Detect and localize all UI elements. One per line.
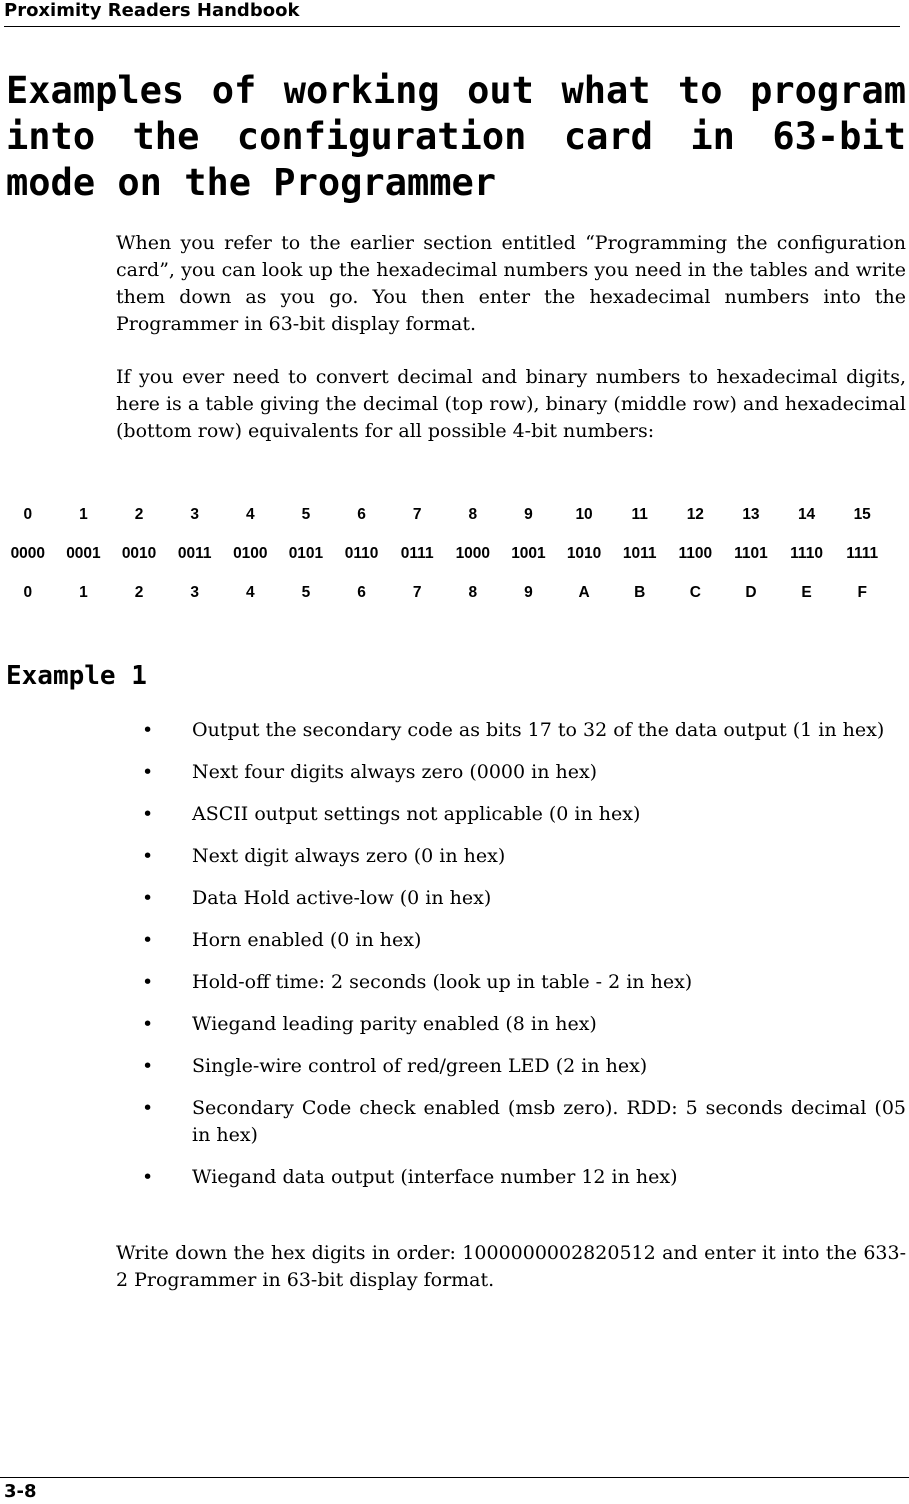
bullet-icon: • xyxy=(142,761,154,783)
decimal-cell: 14 xyxy=(797,505,816,523)
decimal-cell: 11 xyxy=(631,505,648,523)
bullet-icon: • xyxy=(142,845,154,867)
decimal-cell: 7 xyxy=(412,505,422,523)
bullet-text: ASCII output settings not applicable (0 in hex) xyxy=(192,803,641,825)
binary-cell: 0101 xyxy=(288,544,324,562)
page-number: 3-8 xyxy=(4,1481,37,1502)
binary-cell: 0111 xyxy=(400,544,434,562)
bullet-text: Horn enabled (0 in hex) xyxy=(192,929,422,951)
hex-cell: A xyxy=(578,583,590,601)
list-item xyxy=(0,1095,909,1149)
decimal-cell: 9 xyxy=(524,505,533,523)
conversion-table xyxy=(0,496,890,611)
list-item xyxy=(0,1164,909,1191)
bullet-icon: • xyxy=(142,1166,154,1188)
hex-cell: 7 xyxy=(412,583,422,601)
hex-cell: D xyxy=(745,583,757,601)
binary-cell: 0010 xyxy=(121,544,157,562)
conclusion-paragraph: Write down the hex digits in order: 1000000002820512 and enter it into the 633-2 Programmer in 63-bit display format. xyxy=(116,1242,906,1291)
bullet-text: Wiegand data output (interface number 12 in hex) xyxy=(192,1166,678,1188)
binary-cell: 1010 xyxy=(566,544,602,562)
decimal-cell: 4 xyxy=(246,505,255,523)
hex-cell: 0 xyxy=(23,583,33,601)
hex-cell: F xyxy=(857,583,867,601)
intro-paragraph-1: When you refer to the earlier section entitled “Programming the configuration card”, you can look up the hexadecimal numbers you need in the tables and write them down as you go. You then enter the hexadecimal numbers into the Programmer in 63-bit display format. xyxy=(116,232,906,335)
bullet-icon: • xyxy=(142,1097,154,1119)
bullet-text: Secondary Code check enabled (msb zero). RDD: 5 seconds decimal (05 in hex) xyxy=(192,1097,906,1146)
hex-cell: 3 xyxy=(190,583,199,601)
running-header xyxy=(4,0,900,27)
hex-cell: 1 xyxy=(79,583,88,601)
decimal-cell: 1 xyxy=(79,505,88,523)
bullet-text: Hold-off time: 2 seconds (look up in table - 2 in hex) xyxy=(192,971,693,993)
hex-cell: 2 xyxy=(134,583,144,601)
binary-cell: 0011 xyxy=(177,544,212,562)
bullet-text: Data Hold active-low (0 in hex) xyxy=(192,887,492,909)
decimal-cell: 8 xyxy=(468,505,478,523)
binary-cell: 0100 xyxy=(233,544,268,562)
list-item xyxy=(0,759,909,786)
hex-cell: C xyxy=(689,583,701,601)
bullet-text: Wiegand leading parity enabled (8 in hex) xyxy=(192,1013,597,1035)
decimal-cell: 0 xyxy=(23,505,33,523)
hex-cell: E xyxy=(801,583,812,601)
bullet-text: Output the secondary code as bits 17 to 32 of the data output (1 in hex) xyxy=(192,719,885,741)
page-title: Examples of working out what to program into the configuration card in 63-bit mode on the Programmer xyxy=(6,69,906,204)
list-item xyxy=(0,717,909,744)
list-item xyxy=(0,1011,909,1038)
hex-cell: 8 xyxy=(468,583,478,601)
bullet-icon: • xyxy=(142,1013,154,1035)
decimal-cell: 6 xyxy=(357,505,366,523)
list-item xyxy=(0,1053,909,1080)
list-item xyxy=(0,801,909,828)
binary-cell: 1111 xyxy=(846,544,879,562)
bullet-icon: • xyxy=(142,971,154,993)
binary-cell: 0110 xyxy=(344,544,379,562)
running-footer xyxy=(0,1477,909,1504)
binary-cell: 1101 xyxy=(734,544,768,562)
decimal-row xyxy=(0,496,890,533)
decimal-cell: 13 xyxy=(742,505,760,523)
bullet-text: Next digit always zero (0 in hex) xyxy=(192,845,506,867)
decimal-cell: 5 xyxy=(301,505,311,523)
list-item xyxy=(0,969,909,996)
bullet-icon: • xyxy=(142,929,154,951)
bullet-icon: • xyxy=(142,719,154,741)
decimal-cell: 2 xyxy=(134,505,144,523)
running-header-title: Proximity Readers Handbook xyxy=(4,0,300,21)
binary-cell: 0001 xyxy=(66,544,101,562)
example-heading: Example 1 xyxy=(6,661,147,691)
list-item xyxy=(0,885,909,912)
decimal-cell: 15 xyxy=(853,505,871,523)
binary-cell: 1100 xyxy=(678,544,713,562)
binary-cell: 0000 xyxy=(10,544,46,562)
hex-cell: 9 xyxy=(524,583,533,601)
hex-cell: B xyxy=(634,583,646,601)
example-bullet-list xyxy=(0,717,909,1191)
hex-cell: 4 xyxy=(246,583,255,601)
list-item xyxy=(0,927,909,954)
decimal-cell: 3 xyxy=(190,505,199,523)
binary-cell: 1011 xyxy=(622,544,657,562)
bullet-icon: • xyxy=(142,887,154,909)
hex-row xyxy=(0,574,890,611)
bullet-text: Next four digits always zero (0000 in hex) xyxy=(192,761,598,783)
bullet-icon: • xyxy=(142,803,154,825)
list-item xyxy=(0,843,909,870)
intro-paragraph-2: If you ever need to convert decimal and binary numbers to hexadecimal digits, here is a table giving the decimal (top row), binary (middle row) and hexadecimal (bottom row) equivalents for all possible 4-bit numbers: xyxy=(116,366,906,442)
binary-row xyxy=(0,535,890,572)
binary-cell: 1001 xyxy=(511,544,546,562)
bullet-text: Single-wire control of red/green LED (2 in hex) xyxy=(192,1055,648,1077)
hex-cell: 5 xyxy=(301,583,311,601)
decimal-cell: 10 xyxy=(575,505,593,523)
binary-cell: 1110 xyxy=(790,544,823,562)
hex-cell: 6 xyxy=(357,583,366,601)
decimal-cell: 12 xyxy=(686,505,704,523)
bullet-icon: • xyxy=(142,1055,154,1077)
binary-cell: 1000 xyxy=(455,544,491,562)
